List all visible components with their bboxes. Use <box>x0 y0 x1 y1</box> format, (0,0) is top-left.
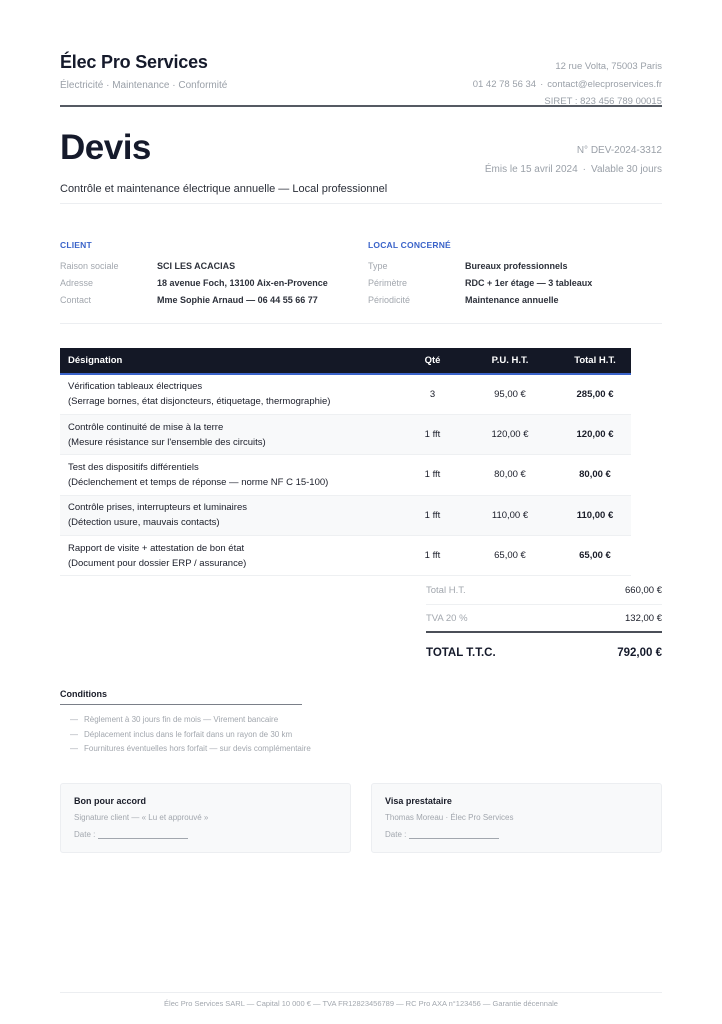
item-title: Contrôle prises, interrupteurs et luminaires <box>68 502 247 514</box>
info-row <box>60 258 360 275</box>
condition-item <box>70 713 302 728</box>
conditions-list <box>60 713 311 757</box>
site-info <box>368 240 668 309</box>
item-designation <box>60 414 404 454</box>
document-subtitle: Contrôle et maintenance électrique annuelle — Local professionnel <box>60 183 388 195</box>
table-row <box>60 495 631 535</box>
item-designation <box>60 455 404 495</box>
company-phone: 01 42 78 56 34 <box>472 78 537 90</box>
info-label: Adresse <box>60 278 94 288</box>
item-title: Rapport de visite + attestation de bon état <box>68 542 245 554</box>
condition-text: Déplacement inclus dans le forfait dans un rayon de 30 km <box>84 729 293 739</box>
provider-signature-box[interactable] <box>371 783 662 853</box>
item-detail: (Déclenchement et temps de réponse — norme NF C 15-100) <box>68 476 329 488</box>
item-designation <box>60 374 404 414</box>
company-tagline: Électricité · Maintenance · Conformité <box>60 80 228 91</box>
company-header <box>60 52 662 107</box>
col-qty: Qté <box>404 348 461 374</box>
info-value: SCI LES ACACIAS <box>157 261 236 271</box>
totals-block <box>426 577 662 673</box>
company-siret: SIRET : 823 456 789 00015 <box>544 96 662 107</box>
info-row <box>368 292 668 309</box>
condition-text: Fournitures éventuelles hors forfait — sur devis complémentaire <box>84 744 311 753</box>
legal-footer: Élec Pro Services SARL — Capital 10 000 € — TVA FR12823456789 — RC Pro AXA n°123456 — Garantie décennale <box>164 999 558 1008</box>
info-row <box>60 275 360 292</box>
info-value: Maintenance annuelle <box>465 295 559 305</box>
info-label: Type <box>368 261 388 271</box>
condition-item <box>70 728 302 743</box>
date-field[interactable] <box>409 831 499 839</box>
info-value: 18 avenue Foch, 13100 Aix-en-Provence <box>157 278 328 288</box>
item-total: 65,00 € <box>559 536 631 576</box>
item-unit-price: 80,00 € <box>461 455 559 495</box>
signature-date <box>385 830 648 839</box>
dash-icon: — <box>70 715 78 724</box>
divider <box>60 203 662 204</box>
info-row <box>368 258 668 275</box>
table-row <box>60 414 631 454</box>
divider <box>60 992 662 993</box>
divider <box>60 323 662 324</box>
col-total: Total H.T. <box>559 348 631 374</box>
item-qty: 1 fft <box>404 414 461 454</box>
dash-icon: — <box>70 744 78 753</box>
info-label: Raison sociale <box>60 261 119 271</box>
line-items-table <box>60 348 631 576</box>
item-designation <box>60 495 404 535</box>
dash-icon: — <box>70 729 78 739</box>
conditions-heading: Conditions <box>60 689 302 705</box>
item-detail: (Serrage bornes, état disjoncteurs, étiquetage, thermographie) <box>68 396 331 408</box>
conditions-section <box>60 689 311 757</box>
item-detail: (Document pour dossier ERP / assurance) <box>68 557 247 569</box>
tva-row <box>426 605 662 633</box>
item-total: 110,00 € <box>559 495 631 535</box>
info-label: Contact <box>60 295 92 305</box>
condition-text: Règlement à 30 jours fin de mois — Virement bancaire <box>84 715 279 724</box>
client-info <box>60 240 360 309</box>
item-detail: (Détection usure, mauvais contacts) <box>68 517 220 529</box>
separator: · <box>540 78 544 90</box>
total-ttc-row <box>426 633 662 673</box>
company-address: 12 rue Volta, 75003 Paris <box>555 61 662 72</box>
item-title: Vérification tableaux électriques <box>68 381 203 393</box>
info-row <box>368 275 668 292</box>
signature-subtitle: Thomas Moreau · Élec Pro Services <box>385 813 514 822</box>
item-designation <box>60 536 404 576</box>
site-heading: LOCAL CONCERNÉ <box>368 240 451 250</box>
signature-date <box>74 830 337 839</box>
info-value: Mme Sophie Arnaud — 06 44 55 66 77 <box>157 295 318 305</box>
document-meta <box>485 141 662 179</box>
issue-date: Émis le 15 avril 2024 <box>484 164 578 175</box>
total-ttc-label: TOTAL T.T.C. <box>426 647 496 659</box>
info-label: Périodicité <box>368 295 411 305</box>
signature-subtitle: Signature client — « Lu et approuvé » <box>74 813 209 822</box>
info-row <box>60 292 360 309</box>
signature-title: Visa prestataire <box>385 796 452 806</box>
total-ht-label: Total H.T. <box>426 585 466 596</box>
item-qty: 1 fft <box>404 495 461 535</box>
col-designation: Désignation <box>60 348 404 374</box>
tva-value: 132,00 € <box>625 612 662 624</box>
company-contact <box>473 58 662 111</box>
condition-item <box>70 742 311 757</box>
item-qty: 1 fft <box>404 536 461 576</box>
table-row <box>60 536 631 576</box>
info-value: RDC + 1er étage — 3 tableaux <box>465 278 593 288</box>
info-label: Périmètre <box>368 278 408 288</box>
validity: Valable 30 jours <box>591 164 662 175</box>
total-ttc-value: 792,00 € <box>617 647 662 659</box>
item-title: Contrôle continuité de mise à la terre <box>68 421 224 433</box>
total-ht-value: 660,00 € <box>625 585 662 596</box>
item-title: Test des dispositifs différentiels <box>68 461 199 473</box>
company-phone-email <box>473 76 662 94</box>
info-value: Bureaux professionnels <box>465 261 568 271</box>
issue-validity <box>485 160 662 179</box>
page-title: Devis <box>60 128 151 167</box>
item-unit-price: 95,00 € <box>461 374 559 414</box>
item-total: 80,00 € <box>559 455 631 495</box>
table-row <box>60 374 631 414</box>
signature-title: Bon pour accord <box>74 796 147 806</box>
date-field[interactable] <box>98 831 188 839</box>
item-unit-price: 110,00 € <box>461 495 559 535</box>
company-email[interactable]: contact@elecproservices.fr <box>547 78 662 90</box>
client-signature-box[interactable] <box>60 783 351 853</box>
date-label: Date : <box>385 830 407 839</box>
quote-document <box>60 0 662 1024</box>
col-unit-price: P.U. H.T. <box>461 348 559 374</box>
separator: · <box>582 164 587 175</box>
table-row <box>60 455 631 495</box>
item-detail: (Mesure résistance sur l'ensemble des circuits) <box>68 436 266 448</box>
company-name: Élec Pro Services <box>60 52 208 72</box>
date-label: Date : <box>74 830 96 839</box>
client-heading: CLIENT <box>60 240 92 250</box>
item-unit-price: 120,00 € <box>461 414 559 454</box>
item-total: 285,00 € <box>559 374 631 414</box>
item-qty: 1 fft <box>404 455 461 495</box>
tva-label: TVA 20 % <box>426 612 468 624</box>
item-qty: 3 <box>404 374 461 414</box>
quote-number: N° DEV-2024-3312 <box>576 145 662 156</box>
table-header-row <box>60 348 631 374</box>
item-total: 120,00 € <box>559 414 631 454</box>
item-unit-price: 65,00 € <box>461 536 559 576</box>
total-ht-row <box>426 577 662 605</box>
